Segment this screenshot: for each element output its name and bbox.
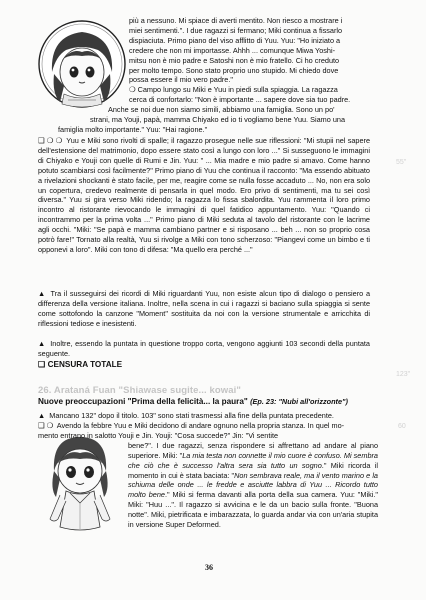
- triangle-bullet-icon: ▲: [38, 289, 46, 298]
- episode-japanese-title: 26. Arataná Fuan "Shiawase sugite... kowai": [38, 385, 242, 396]
- text-line: strani, ma Youji, papà, mamma Chiyako ed io ti vogliamo bene Yuu. Siamo una: [90, 115, 345, 125]
- paragraph-text: ." Miki ricorda il momento in cui è stata baciata: ": [128, 460, 378, 480]
- block-6: [38, 421, 378, 530]
- text-line: mitsu non è mio padre e Satoshi non è mio fratello. Ci ho creduto: [129, 55, 340, 65]
- paragraph: [38, 289, 370, 329]
- text-line: ❍ Campo lungo su Miki e Yuu in piedi sulla spiaggia. La ragazza: [129, 85, 338, 95]
- paragraph-text: Mancano 132" dopo il titolo. 103" sono stati trasmessi alla fine della puntata precedente.: [49, 411, 334, 420]
- text-line-content: Avendo la febbre Yuu e Miki decidono di andare ognuno nella propria stanza. In quel mo-: [56, 421, 345, 430]
- text-line: cerca di confortarlo: "Non è importante ... sapere dove sia tuo padre.: [129, 95, 351, 105]
- text-line: miei sentimenti.". I due ragazzi si fermano; Miki continua a fissarlo: [129, 25, 343, 35]
- paragraph: [38, 441, 378, 530]
- margin-marker-time: 60: [398, 423, 406, 430]
- paragraph-text: ." Miki si ferma davanti alla porta della sua camera. Yuu: "Miki." Miki: "Huu ...". Il ragazzo si avvicina e le da un bacio sulla fronte. "Buona notte". Miki, pietrificata e imbarazzata, lo guarda andar via con un'aria stupita in versione Super Deformed.: [128, 490, 378, 530]
- page-number: 36: [205, 563, 213, 572]
- text-line: dispiaciuta. Primo piano del viso afflitto di Yuu. Yuu: "Ho iniziato a: [129, 35, 341, 45]
- margin-marker-time: 123": [396, 371, 411, 378]
- text-line: Anche se noi due non siamo simili, abbiamo una famiglia. Sono un po': [108, 105, 335, 115]
- paragraph: [38, 136, 370, 255]
- bullet-markers: ❑ ❍ ❍: [38, 136, 63, 145]
- text-line: per molto tempo. Sono stato proprio uno stupido. Mi chiedo dove: [129, 65, 339, 75]
- block-1: [58, 16, 368, 135]
- block-5: [38, 411, 378, 421]
- paragraph: [38, 339, 370, 359]
- text-line: famiglia molto importante." Yuu: "Hai ragione.": [58, 124, 208, 134]
- episode-reference: (Ep. 23: "Nubi all'orizzonte"): [250, 396, 348, 406]
- paragraph-text: bene?". I due ragazzi, senza rispondere si affrettano ad andare al piano superiore. Miki: ": [128, 440, 378, 460]
- text-line: credere che non mi importasse. Ahhh ... comunque Miwa Yoshi-: [129, 45, 336, 55]
- margin-marker-time: 55": [396, 159, 407, 166]
- italic-quote: La mia testa non connette il mio cuore è confuso. Mi sembra che ciò che è successo l'altra sera sia tutto un sogno: [128, 450, 378, 470]
- text-line: mento entrano in salotto Youji e Jin. Youji: "Cosa succede?" Jin: "Vi sentite: [38, 430, 279, 440]
- paragraph-text: Yuu e Miki sono rivolti di spalle; il ragazzo prosegue nelle sue riflessioni: "Mi stupii nel sapere dell'estensione del matrimonio, dopo essere stato così a lungo con loro ..." Si susseguono le immagini di Chiyako e Youji con quelle di Rumi e Jin. Yuu: " ... Mia madre e mio padre si amavo. Come hanno potuto scambiarsi così facilmente?" Primo piano di Yuu che continua il racconto: "Ma essendo abituato a rivelazioni shockanti è stato facile, per me, reagire come se nulla fosse accaduto ... No, non era solo un copertura, credevo realmente di pensarla in quel modo. Ero privo di sentimenti, ma tu sei così diversa." Yuu si gira verso Miki ridendo; la ragazza lo fissa sbalordita. Yuu rammenta il loro primo incontro al ristorante rievocando le immagini di quel fatidico appuntamento. Yuu: "Quando ci incontrammo per la prima volta ..." Primo piano di Miki seduta al tavolo del ristorante con le lacrime agli occhi. "Miki: "Se papà e mamma cambiano partner e si risposano ... beh ... non so proprio cosa potrò fare!" Tornato alla realtà, Yuu si rivolge a Miki con tono scherzoso: "Piangevi come un bimbo e ti opponevi a loro". Miki con tono di difesa: "Ma quello era perché ...": [38, 136, 371, 254]
- triangle-bullet-icon: ▲: [38, 411, 46, 420]
- censura-label: CENSURA TOTALE: [47, 360, 123, 369]
- block-2: [38, 136, 370, 255]
- italic-quote: Non sembrava reale, ma il vento marino e la schiuma delle onde ... le fredde e asciutte labbra di Yuu ... Ricordo tutto molto bene: [128, 470, 378, 500]
- text-line: possa essere il mio vero padre.": [129, 75, 233, 85]
- paragraph-text: Tra il susseguirsi dei ricordi di Miki riguardanti Yuu, non esiste alcun tipo di dialogo o pensiero a differenza della versione italiana. Inoltre, nella scena in cui i ragazzi si baciano sulla spiaggia si sente come sottofondo la canzone "Moment" sostituita da noi con la versione strumentale e arricchita di riflessioni tediose e inesistenti.: [38, 289, 370, 328]
- paragraph: [38, 411, 378, 421]
- episode-italian-title: [38, 396, 378, 407]
- episode-title-text: Nuove preoccupazioni "Prima della felicità... la paura": [38, 396, 248, 406]
- text-line: più a nessuno. Mi spiace di averti mentito. Non riesco a mostrare i: [129, 16, 343, 25]
- text-line: [38, 421, 378, 431]
- triangle-bullet-icon: ▲: [38, 339, 46, 348]
- block-4: [38, 339, 370, 359]
- paragraph-text: Inoltre, essendo la puntata in questione troppo corta, vengono aggiunti 103 secondi della puntata seguente.: [38, 339, 370, 358]
- block-3: [38, 289, 370, 329]
- censura-totale-heading: [38, 360, 370, 370]
- bullet-markers: ❑ ❍: [38, 421, 54, 430]
- square-bullet-icon: ❑: [38, 360, 46, 369]
- episode-header: [38, 386, 378, 407]
